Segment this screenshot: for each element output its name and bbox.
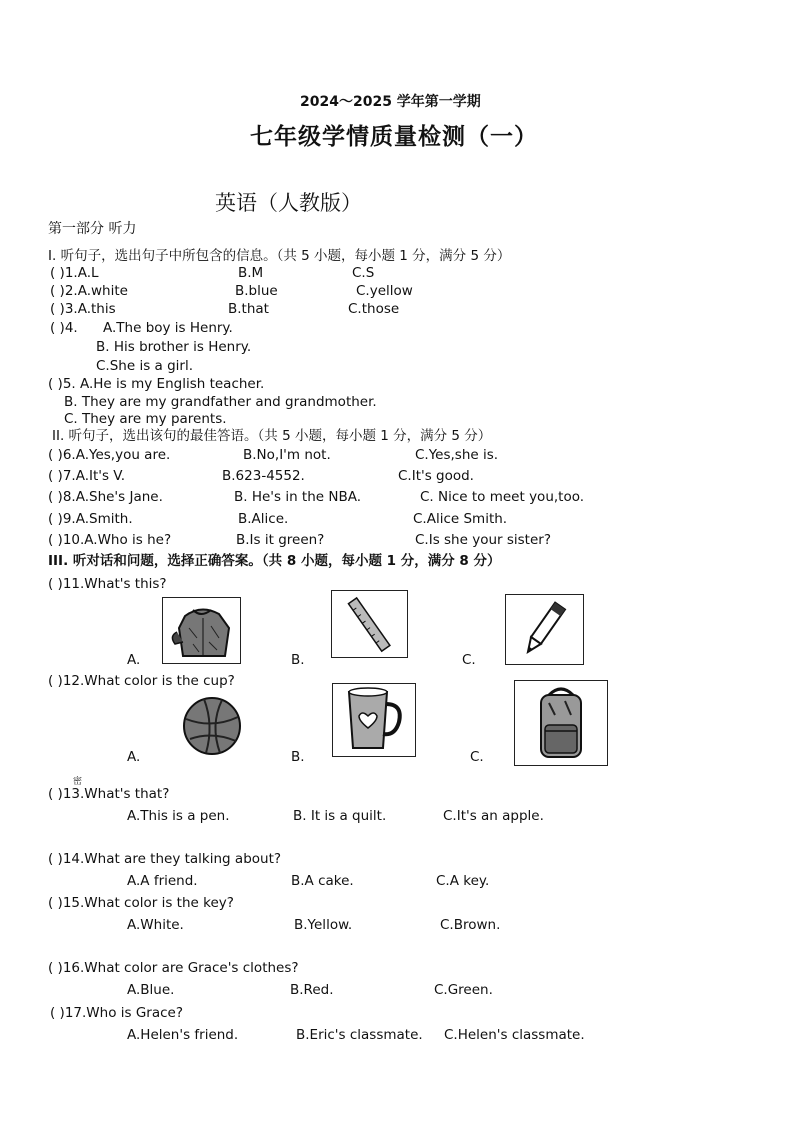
q7-option-a: ( )7.A.It's V. xyxy=(48,468,126,484)
q3-option-a: ( )3.A.this xyxy=(50,301,116,317)
q2-option-c: C.yellow xyxy=(356,283,413,299)
subject-title: 英语（人教版） xyxy=(215,191,362,215)
section-iii-heading: III. 听对话和问题，选择正确答案。（共 8 小题，每小题 1 分，满分 8 分） xyxy=(48,553,501,569)
q16-question: ( )16.What color are Grace's clothes? xyxy=(48,960,299,976)
q13-question: ( )13.What's that? xyxy=(48,786,170,802)
section-i-heading: I. 听句子，选出句子中所包含的信息。（共 5 小题，每小题 1 分，满分 5 分） xyxy=(48,248,511,264)
q4-number: ( )4. xyxy=(50,320,78,336)
backpack-icon xyxy=(514,680,608,766)
q8-option-a: ( )8.A.She's Jane. xyxy=(48,489,163,505)
q7-option-c: C.It's good. xyxy=(398,468,474,484)
q13-option-a: A.This is a pen. xyxy=(127,808,230,824)
q14-option-b: B.A cake. xyxy=(291,873,354,889)
ruler-icon xyxy=(331,590,408,658)
q10-option-a: ( )10.A.Who is he? xyxy=(48,532,172,548)
page-title: 七年级学情质量检测（一） xyxy=(250,124,538,150)
q5-option-a: ( )5. A.He is my English teacher. xyxy=(48,376,265,392)
q1-option-b: B.M xyxy=(238,265,264,281)
q15-option-b: B.Yellow. xyxy=(294,917,353,933)
q5-option-c: C. They are my parents. xyxy=(64,411,227,427)
q4-option-a: A.The boy is Henry. xyxy=(103,320,233,336)
q11-label-a: A. xyxy=(127,652,141,668)
q5-option-b: B. They are my grandfather and grandmother. xyxy=(64,394,377,410)
q16-option-a: A.Blue. xyxy=(127,982,175,998)
q1-option-a: ( )1.A.L xyxy=(50,265,99,281)
q3-option-b: B.that xyxy=(228,301,269,317)
pencil-icon xyxy=(505,594,584,665)
q14-question: ( )14.What are they talking about? xyxy=(48,851,282,867)
q10-option-c: C.Is she your sister? xyxy=(415,532,551,548)
q12-label-b: B. xyxy=(291,749,305,765)
q4-option-b: B. His brother is Henry. xyxy=(96,339,252,355)
jacket-icon xyxy=(162,597,241,664)
q9-option-a: ( )9.A.Smith. xyxy=(48,511,133,527)
section-ii-heading: II. 听句子，选出该句的最佳答语。（共 5 小题，每小题 1 分，满分 5 分） xyxy=(52,428,492,444)
q17-option-c: C.Helen's classmate. xyxy=(444,1027,585,1043)
q17-option-b: B.Eric's classmate. xyxy=(296,1027,423,1043)
q11-label-b: B. xyxy=(291,652,305,668)
q15-question: ( )15.What color is the key? xyxy=(48,895,234,911)
q12-label-c: C. xyxy=(470,749,484,765)
q8-option-c: C. Nice to meet you,too. xyxy=(420,489,585,505)
q1-option-c: C.S xyxy=(352,265,375,281)
term-label: 2024～2025 学年第一学期 xyxy=(300,94,481,110)
q16-option-c: C.Green. xyxy=(434,982,493,998)
q12-label-a: A. xyxy=(127,749,141,765)
q11-question: ( )11.What's this? xyxy=(48,576,167,592)
q15-option-c: C.Brown. xyxy=(440,917,501,933)
q12-question: ( )12.What color is the cup? xyxy=(48,673,235,689)
q6-option-c: C.Yes,she is. xyxy=(415,447,499,463)
q16-option-b: B.Red. xyxy=(290,982,334,998)
q17-question: ( )17.Who is Grace? xyxy=(50,1005,184,1021)
q9-option-c: C.Alice Smith. xyxy=(413,511,508,527)
q13-option-b: B. It is a quilt. xyxy=(293,808,387,824)
q17-option-a: A.Helen's friend. xyxy=(127,1027,239,1043)
q4-option-c: C.She is a girl. xyxy=(96,358,193,374)
q11-label-c: C. xyxy=(462,652,476,668)
stray-mark: 密 xyxy=(73,777,83,787)
cup-icon xyxy=(332,683,416,757)
q9-option-b: B.Alice. xyxy=(238,511,289,527)
ball-icon xyxy=(180,695,244,757)
q3-option-c: C.those xyxy=(348,301,400,317)
q14-option-c: C.A key. xyxy=(436,873,490,889)
part-heading: 第一部分 听力 xyxy=(48,221,137,237)
q6-option-a: ( )6.A.Yes,you are. xyxy=(48,447,171,463)
q8-option-b: B. He's in the NBA. xyxy=(234,489,362,505)
q15-option-a: A.White. xyxy=(127,917,184,933)
q7-option-b: B.623-4552. xyxy=(222,468,305,484)
q10-option-b: B.Is it green? xyxy=(236,532,325,548)
q6-option-b: B.No,I'm not. xyxy=(243,447,331,463)
q13-option-c: C.It's an apple. xyxy=(443,808,544,824)
q14-option-a: A.A friend. xyxy=(127,873,198,889)
q2-option-a: ( )2.A.white xyxy=(50,283,128,299)
q2-option-b: B.blue xyxy=(235,283,278,299)
